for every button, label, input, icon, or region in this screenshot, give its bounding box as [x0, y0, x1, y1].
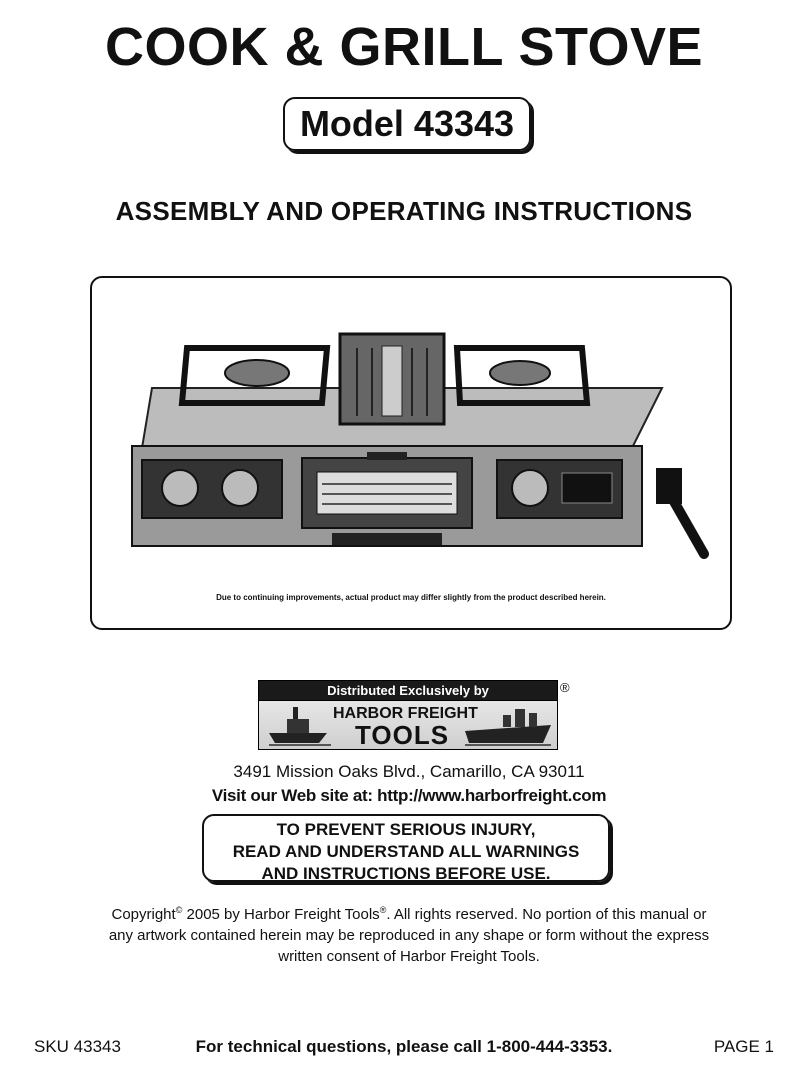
- company-address: 3491 Mission Oaks Blvd., Camarillo, CA 93011: [233, 762, 585, 781]
- website-line: Visit our Web site at: http://www.harborfreight.com: [211, 786, 607, 805]
- right-knob-icon: [512, 470, 548, 506]
- distributed-by-banner: Distributed Exclusively by: [258, 680, 558, 702]
- safety-warning-box: [202, 814, 610, 882]
- logo-body: [258, 700, 558, 750]
- copyright-symbol: ©: [175, 905, 183, 915]
- product-photo-frame: [90, 276, 732, 630]
- copyright-year-owner: 2005 by Harbor Freight Tools: [182, 906, 380, 923]
- logo-brand-line2: TOOLS: [355, 720, 450, 750]
- left-knob-icon: [162, 470, 198, 506]
- copyright-rights-text: . All rights reserved. No portion of this manual or any artwork contained herein may be reproduced in any shape or form without the express written consent of Harbor Freight Tools.: [108, 906, 710, 965]
- footer-tech-support: For technical questions, please call 1-800-444-3353.: [195, 1037, 613, 1056]
- tugboat-icon: [265, 703, 335, 747]
- center-knob-icon: [222, 470, 258, 506]
- warning-line-2: READ AND UNDERSTAND ALL WARNINGS: [232, 842, 580, 861]
- copyright-notice: [100, 900, 718, 967]
- footer-sku: SKU 43343: [34, 1037, 121, 1056]
- model-number-box: Model 43343: [283, 97, 531, 151]
- document-title: COOK & GRILL STOVE: [104, 17, 704, 77]
- stove-illustration: [102, 328, 722, 568]
- copyright-reg-mark: ®: [379, 905, 387, 915]
- product-disclaimer: Due to continuing improvements, actual product may differ slightly from the product described herein.: [216, 593, 606, 602]
- document-subtitle: ASSEMBLY AND OPERATING INSTRUCTIONS: [115, 196, 693, 226]
- warning-line-3: AND INSTRUCTIONS BEFORE USE.: [261, 864, 551, 883]
- copyright-word: Copyright: [111, 906, 176, 923]
- warning-line-1: TO PREVENT SERIOUS INJURY,: [276, 820, 536, 839]
- registered-mark: ®: [560, 680, 570, 695]
- logo-brand-line1: HARBOR FREIGHT: [333, 705, 478, 722]
- left-burner: [225, 360, 289, 386]
- harbor-freight-logo: [258, 680, 558, 750]
- footer-page-number: PAGE 1: [713, 1037, 774, 1056]
- cargo-ship-icon: [463, 703, 553, 747]
- right-burner: [490, 361, 550, 385]
